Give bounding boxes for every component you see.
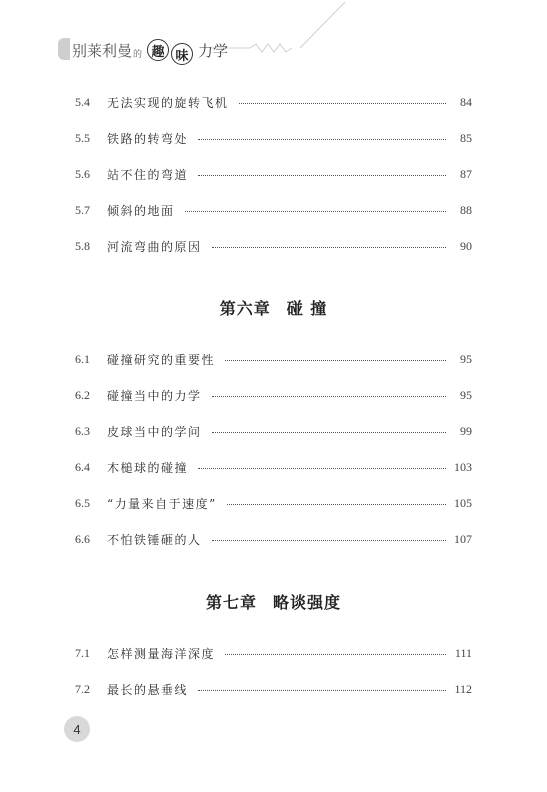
book-title [72, 38, 228, 62]
title-circle-char-2: 味 [171, 43, 193, 65]
dot-leader [212, 540, 446, 541]
page-ref: 90 [460, 238, 472, 253]
header-tab-marker [58, 38, 70, 60]
section-title: 碰撞研究的重要性 [107, 352, 216, 367]
page-ref: 111 [454, 645, 472, 660]
section-title: 碰撞当中的力学 [107, 388, 202, 403]
dot-leader [212, 396, 446, 397]
page-ref: 84 [460, 94, 472, 109]
page-ref: 95 [460, 351, 472, 366]
section-title: 怎样测量海洋深度 [107, 646, 216, 661]
chapter-title: 略谈强度 [273, 593, 342, 612]
toc-entry[interactable] [75, 129, 472, 147]
title-prefix: 别莱利曼 [72, 41, 133, 60]
dot-leader [198, 468, 446, 469]
title-circle-char-1: 趣 [147, 39, 169, 61]
section-number: 5.4 [75, 94, 90, 109]
section-number: 6.5 [75, 495, 90, 510]
page-ref: 99 [460, 423, 472, 438]
section-title: 站不住的弯道 [107, 167, 189, 182]
toc-entry[interactable] [75, 237, 472, 255]
section-number: 5.6 [75, 166, 90, 181]
dot-leader [239, 103, 446, 104]
toc-entry[interactable] [75, 494, 472, 512]
section-number: 6.3 [75, 423, 90, 438]
section-title: 铁路的转弯处 [107, 131, 189, 146]
section-title: 皮球当中的学问 [107, 424, 202, 439]
toc-entry[interactable] [75, 530, 472, 548]
dot-leader [198, 139, 446, 140]
chapter-heading-7[interactable] [0, 590, 547, 613]
section-title: 不怕铁锤砸的人 [107, 532, 202, 547]
section-number: 5.7 [75, 202, 90, 217]
toc-entry[interactable] [75, 386, 472, 404]
toc-entry[interactable] [75, 165, 472, 183]
section-number: 7.1 [75, 645, 90, 660]
section-number: 6.6 [75, 531, 90, 546]
toc-entry[interactable] [75, 680, 472, 698]
chapter-label: 第七章 [205, 593, 257, 612]
chapter-label: 第六章 [219, 299, 271, 318]
section-number: 5.8 [75, 238, 90, 253]
toc-entry[interactable] [75, 93, 472, 111]
section-title: “力量来自于速度” [107, 496, 217, 511]
toc-entry[interactable] [75, 350, 472, 368]
section-number: 6.4 [75, 459, 90, 474]
section-number: 6.1 [75, 351, 90, 366]
title-de: 的 [133, 49, 143, 60]
page-number-badge: 4 [64, 716, 90, 742]
section-title: 河流弯曲的原因 [107, 239, 202, 254]
dot-leader [212, 247, 446, 248]
toc-entry[interactable] [75, 458, 472, 476]
chapter-title: 碰 撞 [286, 299, 328, 318]
page-ref: 105 [454, 495, 472, 510]
dot-leader [198, 175, 446, 176]
section-title: 木槌球的碰撞 [107, 460, 189, 475]
chapter-heading-6[interactable] [0, 296, 547, 319]
toc-entry[interactable] [75, 644, 472, 662]
dot-leader [227, 504, 446, 505]
title-suffix: 力学 [198, 41, 229, 60]
page-header [0, 0, 547, 80]
page-ref: 87 [460, 166, 472, 181]
page-ref: 107 [454, 531, 472, 546]
section-number: 6.2 [75, 387, 90, 402]
dot-leader [225, 360, 446, 361]
dot-leader [225, 654, 446, 655]
section-title: 倾斜的地面 [107, 203, 175, 218]
page-ref: 112 [454, 681, 472, 696]
dot-leader [185, 211, 446, 212]
section-number: 5.5 [75, 130, 90, 145]
page-ref: 95 [460, 387, 472, 402]
toc-entry[interactable] [75, 422, 472, 440]
dot-leader [198, 690, 446, 691]
page-ref: 103 [454, 459, 472, 474]
section-title: 无法实现的旋转飞机 [107, 95, 229, 110]
section-title: 最长的悬垂线 [107, 682, 189, 697]
page-ref: 85 [460, 130, 472, 145]
dot-leader [212, 432, 446, 433]
page-ref: 88 [460, 202, 472, 217]
toc-entry[interactable] [75, 201, 472, 219]
section-number: 7.2 [75, 681, 90, 696]
